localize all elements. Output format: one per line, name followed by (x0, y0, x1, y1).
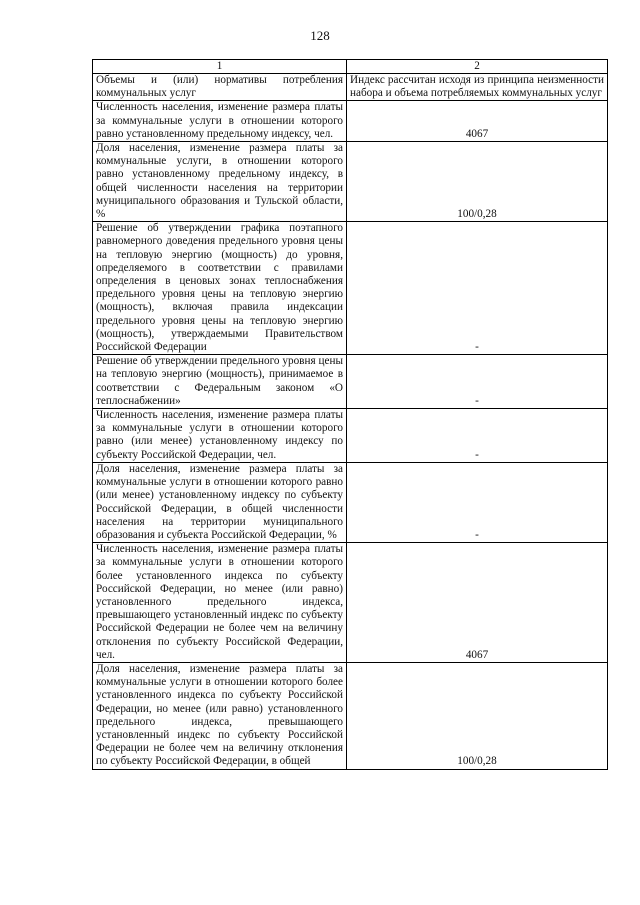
table-row (93, 355, 608, 409)
column-header-2: 2 (347, 60, 608, 74)
row-label: Доля населения, изменение размера платы за коммунальные услуги в отношении которого более установленного индекса по субъекту Российской Федерации, но менее (или равно) установленного предельного индекса, превышающего установленный индекс по субъекту Российской Федерации не более чем на величину отклонения по субъекту Российской Федерации, в общей (93, 662, 347, 769)
row-label: Решение об утверждении графика поэтапного равномерного доведения предельного уровня цены на тепловую энергию (мощность) до уровня, определяемого в соответствии с правилами определения в ценовых зонах теплоснабжения предельного уровня цены на тепловую энергию (мощность), включая правила индексации предельного уровня цены на тепловую энергию (мощность), утверждаемыми Правительством Российской Федерации (93, 222, 347, 355)
table-row (93, 543, 608, 663)
indicators-table (92, 59, 608, 770)
row-value: 100/0,28 (347, 662, 608, 769)
table-header-row (93, 60, 608, 74)
table-row (93, 222, 608, 355)
table-row (93, 101, 608, 142)
table-row (93, 409, 608, 463)
row-label: Численность населения, изменение размера платы за коммунальные услуги в отношении которого более установленного индекса по субъекту Российской Федерации, но менее (или равно) установленного предельного индекса, превышающего установленный индекс по субъекту Российской Федерации не более чем на величину отклонения по субъекту Российской Федерации, чел. (93, 543, 347, 663)
row-value: - (347, 462, 608, 542)
page-number: 128 (310, 28, 330, 43)
row-value: - (347, 409, 608, 463)
row-value: Индекс рассчитан исходя из принципа неизменности набора и объема потребляемых коммунальных услуг (347, 74, 608, 101)
row-label: Объемы и (или) нормативы потребления коммунальных услуг (93, 74, 347, 101)
table-row (93, 74, 608, 101)
row-label: Доля населения, изменение размера платы за коммунальные услуги, в отношении которого равно установленному предельному индексу, в общей численности населения на территории муниципального образования и Тульской области, % (93, 142, 347, 222)
row-label: Доля населения, изменение размера платы за коммунальные услуги в отношении которого равно (или менее) установленному индексу по субъекту Российской Федерации, в общей численности населения на территории муниципального образования и субъекта Российской Федерации, % (93, 462, 347, 542)
row-value: - (347, 222, 608, 355)
table-row (93, 462, 608, 542)
row-value: 4067 (347, 101, 608, 142)
table-row (93, 142, 608, 222)
row-value: - (347, 355, 608, 409)
row-value: 100/0,28 (347, 142, 608, 222)
column-header-1: 1 (93, 60, 347, 74)
table-row (93, 662, 608, 769)
row-label: Численность населения, изменение размера платы за коммунальные услуги в отношении которого равно (или менее) установленному индексу по субъекту Российской Федерации, чел. (93, 409, 347, 463)
row-label: Численность населения, изменение размера платы за коммунальные услуги в отношении которого равно установленному предельному индексу, чел. (93, 101, 347, 142)
row-label: Решение об утверждении предельного уровня цены на тепловую энергию (мощность), принимаемое в соответствии с Федеральным законом «О теплоснабжении» (93, 355, 347, 409)
row-value: 4067 (347, 543, 608, 663)
